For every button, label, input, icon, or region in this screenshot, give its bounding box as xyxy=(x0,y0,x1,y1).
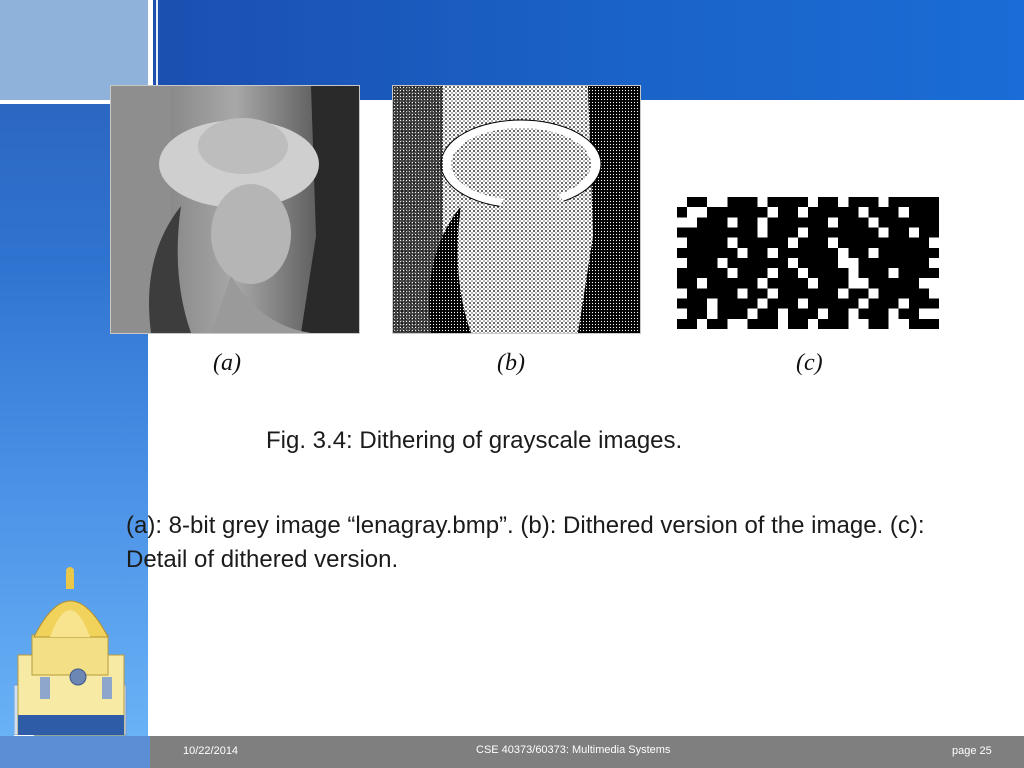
caption-b: (b) xyxy=(497,350,525,376)
figure-description: (a): 8-bit grey image “lenagray.bmp”. (b): Dithered version of the image. (c): Detail of dithered version. xyxy=(126,512,925,573)
caption-a: (a) xyxy=(213,350,241,376)
footer-course-title: CSE 40373/60373: Multimedia Systems xyxy=(476,744,671,756)
footer-date: 10/22/2014 xyxy=(183,745,239,757)
footer-page-number: page 25 xyxy=(952,745,992,757)
grayscale-photo-image xyxy=(110,85,360,334)
golden-dome-logo-icon xyxy=(14,565,134,740)
dithered-detail-image xyxy=(677,197,939,329)
caption-c: (c) xyxy=(796,350,823,376)
footer-left-block xyxy=(0,736,150,768)
dithered-photo-image xyxy=(392,85,641,334)
figure-title: Fig. 3.4: Dithering of grayscale images. xyxy=(266,427,683,454)
